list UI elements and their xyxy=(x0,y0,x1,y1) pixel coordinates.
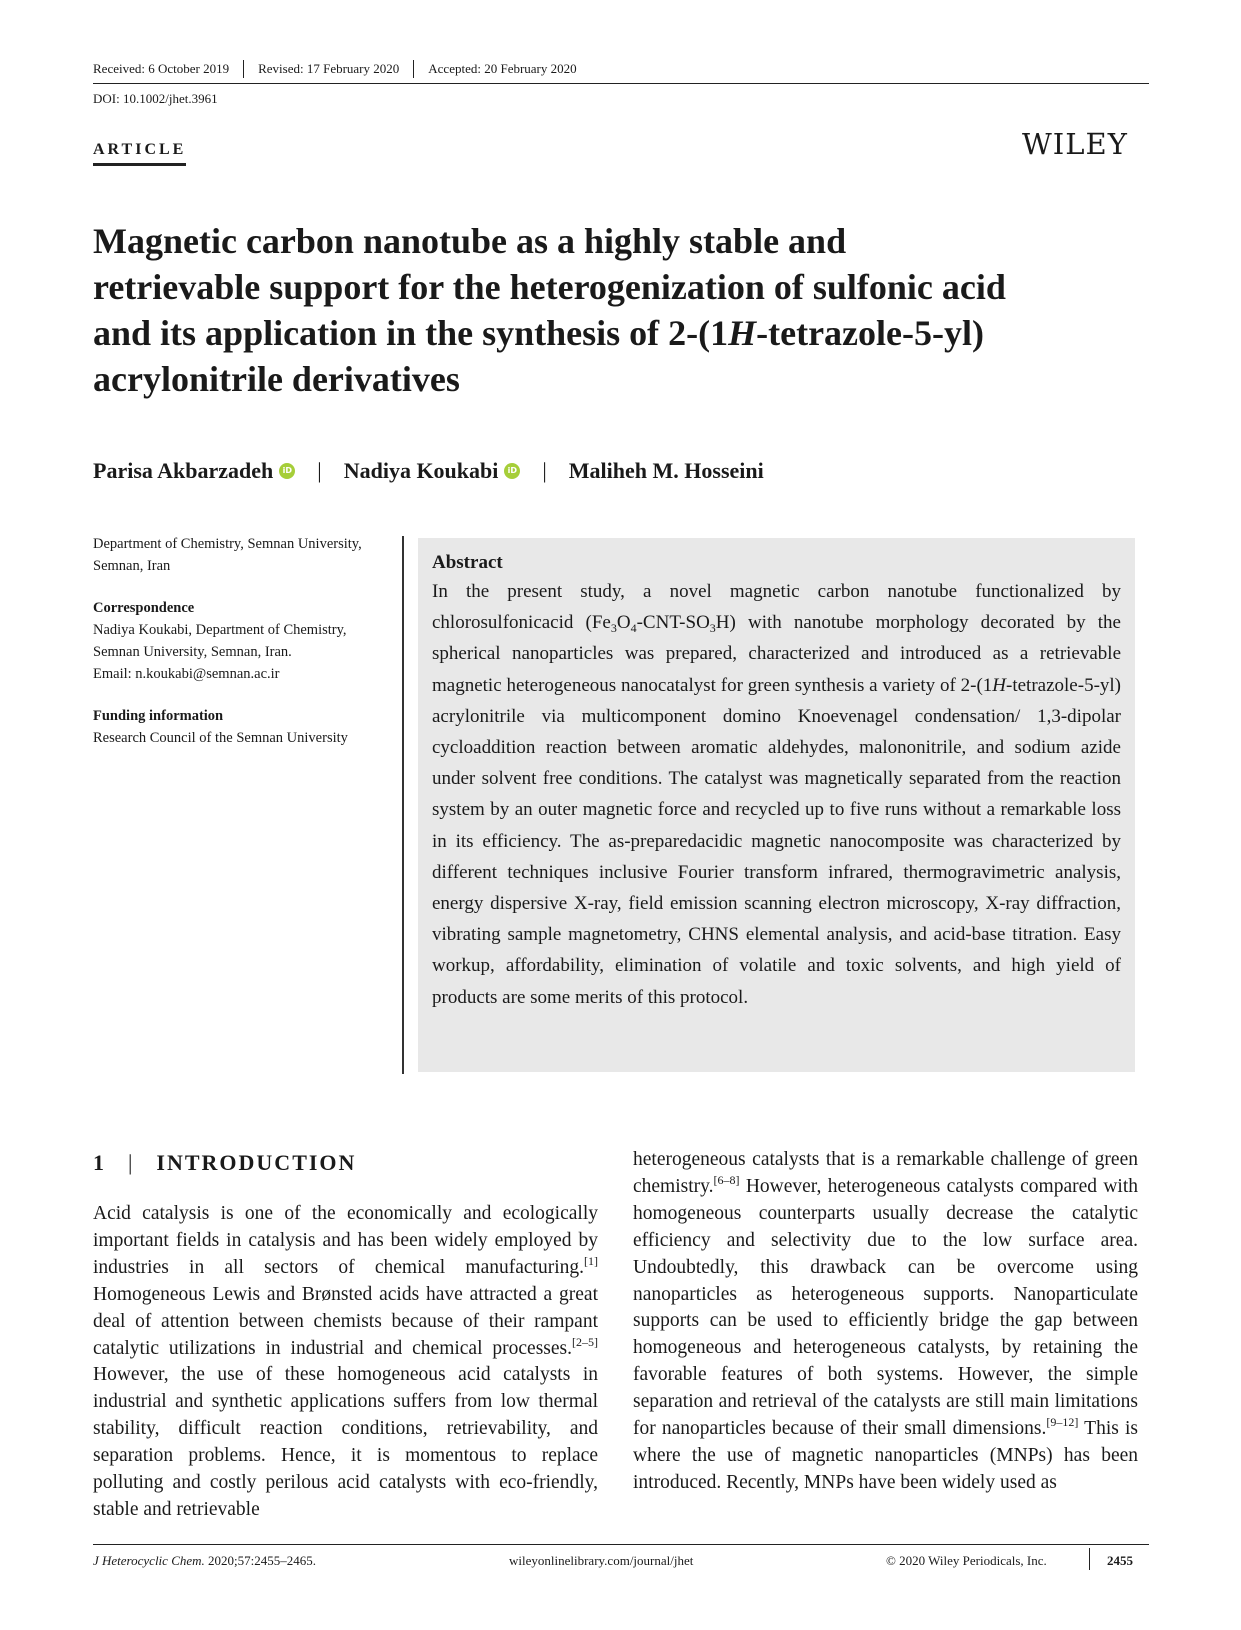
title-line-3: and its application in the synthesis of 2-(1 xyxy=(93,313,729,353)
footer-citation xyxy=(93,1552,316,1570)
section-number: 1 xyxy=(93,1150,106,1175)
revised-date: Revised: 17 February 2020 xyxy=(244,60,414,78)
correspondence-email[interactable]: Email: n.koukabi@semnan.ac.ir xyxy=(93,666,280,682)
copyright-notice: © 2020 Wiley Periodicals, Inc. xyxy=(886,1553,1047,1568)
funding-heading: Funding information xyxy=(93,708,224,724)
title-line-1: Magnetic carbon nanotube as a highly stable and xyxy=(93,221,847,261)
publication-dates xyxy=(93,60,1149,78)
body-text: However, heterogeneous catalysts compared with homogeneous counterparts usually decrease the catalytic efficiency and selectivity due to the low surface area. Undoubtedly, this drawback can be overcome using nanoparticles as heterogeneous supports. Nanoparticulate supports can be used to efficiently bridge the gap between homogeneous and heterogeneous catalysts, by retaining the favorable features of both systems. However, the simple separation and retrieval of the catalysts are still main limitations for nanoparticles because of their small dimensions. xyxy=(633,1175,1138,1440)
article-sidebar xyxy=(93,533,383,749)
section-title: INTRODUCTION xyxy=(156,1150,357,1175)
subscript: 4 xyxy=(630,621,637,636)
author-akbarzadeh[interactable]: Parisa Akbarzadeh xyxy=(93,458,274,483)
author-separator: | xyxy=(542,458,547,483)
received-date: Received: 6 October 2019 xyxy=(93,60,244,78)
header-rule xyxy=(93,83,1149,84)
abstract-part: In the present study, a novel magnetic carbon nanotube functionalized by chlorosulfonicacid (Fe xyxy=(432,581,1121,634)
abstract-part: -tetrazole-5-yl) acrylonitrile via multicomponent domino Knoevenagel condensation/ 1,3-dipolar cycloaddition reaction between aromatic aldehydes, malononitrile, and sodium azide under solvent free conditions. The catalyst was magnetically separated from the reaction system by an outer magnetic force and recycled up to five runs without a remarkable loss in its efficiency. The as-preparedacidic magnetic nanocomposite was characterized by different techniques inclusive Fourier transform infrared, thermogravimetric analysis, energy dispersive X-ray, field emission scanning electron microscopy, X-ray diffraction, vibrating sample magnetometry, CHNS elemental analysis, and acid-base titration. Easy workup, affordability, elimination of volatile and toxic solvents, and high yield of products are some merits of this protocol. xyxy=(432,674,1121,1008)
section-heading xyxy=(93,1149,356,1177)
orcid-icon[interactable]: iD xyxy=(279,463,295,479)
body-text: Acid catalysis is one of the economically and ecologically important fields in catalysis and has been widely employed by industries in all sectors of chemical manufacturing. xyxy=(93,1203,598,1278)
body-text: This is where the use of magnetic nanoparticles (MNPs) has been introduced. Recently, MNPs have been widely used as xyxy=(633,1418,1138,1493)
section-separator: | xyxy=(128,1150,135,1175)
footer-divider xyxy=(1089,1548,1090,1570)
citation-ref[interactable]: [2–5] xyxy=(572,1334,598,1349)
correspondence-heading: Correspondence xyxy=(93,600,195,616)
author-list xyxy=(93,456,764,486)
funding-text: Research Council of the Semnan University xyxy=(93,730,348,746)
intro-column-right xyxy=(633,1147,1138,1497)
author-separator: | xyxy=(317,458,322,483)
citation-ref[interactable]: [9–12] xyxy=(1046,1415,1079,1430)
publisher-logo: WILEY xyxy=(1022,127,1128,161)
sidebar-divider xyxy=(402,536,404,1074)
article-type-label: ARTICLE xyxy=(93,140,186,166)
doi-link[interactable]: DOI: 10.1002/jhet.3961 xyxy=(93,91,218,106)
abstract-heading: Abstract xyxy=(432,552,503,573)
correspondence-text: Nadiya Koukabi, Department of Chemistry, Semnan University, Semnan, Iran. xyxy=(93,622,347,660)
citation-ref[interactable]: [6–8] xyxy=(713,1172,740,1187)
title-italic-h: H xyxy=(728,313,757,353)
abstract-part: O xyxy=(616,612,631,634)
citation-ref[interactable]: [1] xyxy=(584,1253,598,1268)
title-line-4: acrylonitrile derivatives xyxy=(93,359,460,399)
abstract-box xyxy=(418,538,1135,1072)
author-koukabi[interactable]: Nadiya Koukabi xyxy=(343,458,499,483)
page-title xyxy=(93,218,1173,402)
intro-column-left xyxy=(93,1201,598,1524)
footer-rule xyxy=(93,1544,1149,1545)
body-text: However, the use of these homogeneous acid catalysts in industrial and synthetic applications suffers from low thermal stability, difficult reaction conditions, retrievability, and separation problems. Hence, it is momentous to replace polluting and costly perilous acid catalysts with eco-friendly, stable and retrievable xyxy=(93,1364,598,1520)
page-number: 2455 xyxy=(1107,1553,1133,1568)
journal-citation: 2020;57:2455–2465. xyxy=(204,1553,317,1568)
abstract-part: -CNT-SO xyxy=(636,612,710,634)
title-line-3-end: -tetrazole-5-yl) xyxy=(756,313,984,353)
subscript: 3 xyxy=(610,621,617,636)
journal-url[interactable]: wileyonlinelibrary.com/journal/jhet xyxy=(509,1553,694,1568)
title-line-2: retrievable support for the heterogenization of sulfonic acid xyxy=(93,267,1006,307)
affiliation: Department of Chemistry, Semnan University, Semnan, Iran xyxy=(93,536,362,574)
orcid-icon[interactable]: iD xyxy=(504,463,520,479)
italic-h: H xyxy=(992,674,1007,696)
abstract-part: H) with nanotube morphology decorated by the spherical nanoparticles was prepared, characterized and introduced as a retrievable magnetic heterogeneous nanocatalyst for green synthesis a variety of 2-(1 xyxy=(432,612,1121,696)
abstract-text xyxy=(432,576,1121,1013)
accepted-date: Accepted: 20 February 2020 xyxy=(428,61,577,76)
subscript: 3 xyxy=(709,621,716,636)
journal-name: J Heterocyclic Chem. xyxy=(93,1553,205,1568)
author-hosseini[interactable]: Maliheh M. Hosseini xyxy=(568,458,764,483)
body-text: heterogeneous catalysts that is a remarkable challenge of green chemistry. xyxy=(633,1149,1138,1197)
body-text: Homogeneous Lewis and Brønsted acids have attracted a great deal of attention between chemists because of their rampant catalytic utilizations in industrial and chemical processes. xyxy=(93,1283,598,1359)
